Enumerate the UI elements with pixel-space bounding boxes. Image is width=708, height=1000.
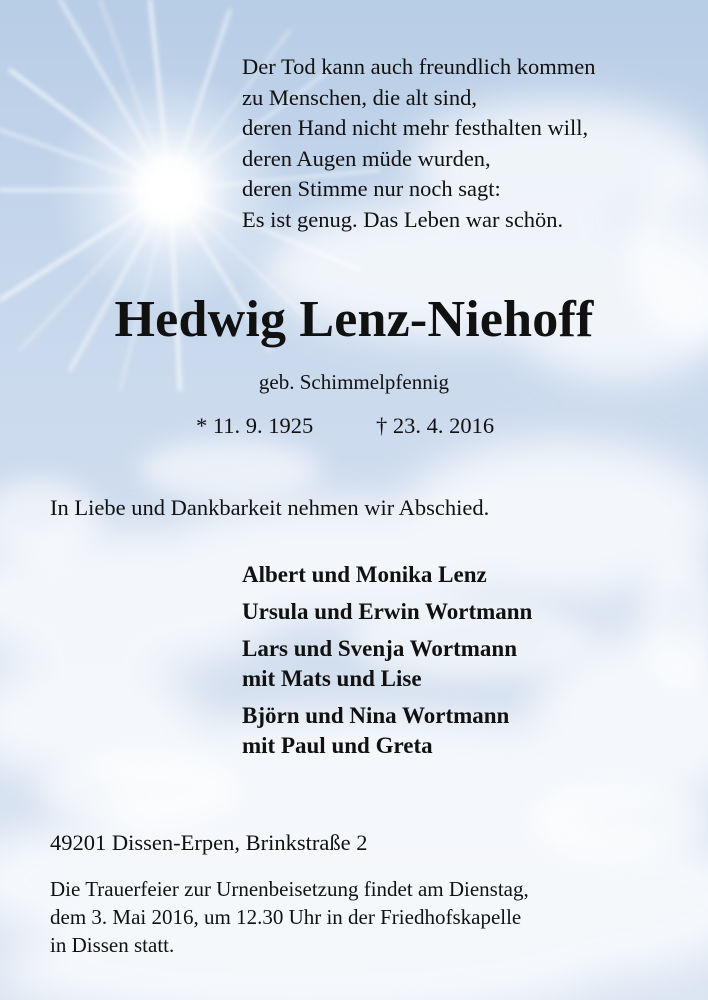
poem-line: deren Stimme nur noch sagt: <box>242 176 501 201</box>
service-info <box>50 875 529 959</box>
family-member: Albert und Monika Lenz <box>242 562 487 587</box>
birth-name: geb. Schimmelpfennig <box>258 370 450 394</box>
poem-line: Es ist genug. Das Leben war schön. <box>242 206 564 232</box>
family-member: Ursula und Erwin Wortmann <box>242 599 533 624</box>
poem-line: zu Menschen, die alt sind, <box>242 84 477 110</box>
farewell-line: In Liebe und Dankbarkeit nehmen wir Abschied. <box>50 495 490 520</box>
poem <box>242 52 596 235</box>
death-date: † 23. 4. 2016 <box>376 413 495 438</box>
poem-line: Der Tod kann auch freundlich kommen <box>242 54 596 79</box>
family-member: Lars und Svenja Wortmann <box>242 636 518 661</box>
birth-date: * 11. 9. 1925 <box>196 413 314 438</box>
family-list <box>242 560 532 761</box>
family-member: Björn und Nina Wortmann <box>242 703 510 728</box>
poem-line: deren Hand nicht mehr festhalten will, <box>242 115 589 140</box>
service-line: in Dissen statt. <box>50 933 175 957</box>
family-member-children: mit Paul und Greta <box>242 733 433 758</box>
family-member-children: mit Mats und Lise <box>242 666 422 691</box>
deceased-name: Hedwig Lenz-Niehoff <box>114 291 594 348</box>
service-line: dem 3. Mai 2016, um 12.30 Uhr in der Friedhofskapelle <box>50 905 522 929</box>
poem-line: deren Augen müde wurden, <box>242 145 491 171</box>
address: 49201 Dissen-Erpen, Brinkstraße 2 <box>50 830 368 855</box>
service-line: Die Trauerfeier zur Urnenbeisetzung findet am Dienstag, <box>50 877 529 901</box>
